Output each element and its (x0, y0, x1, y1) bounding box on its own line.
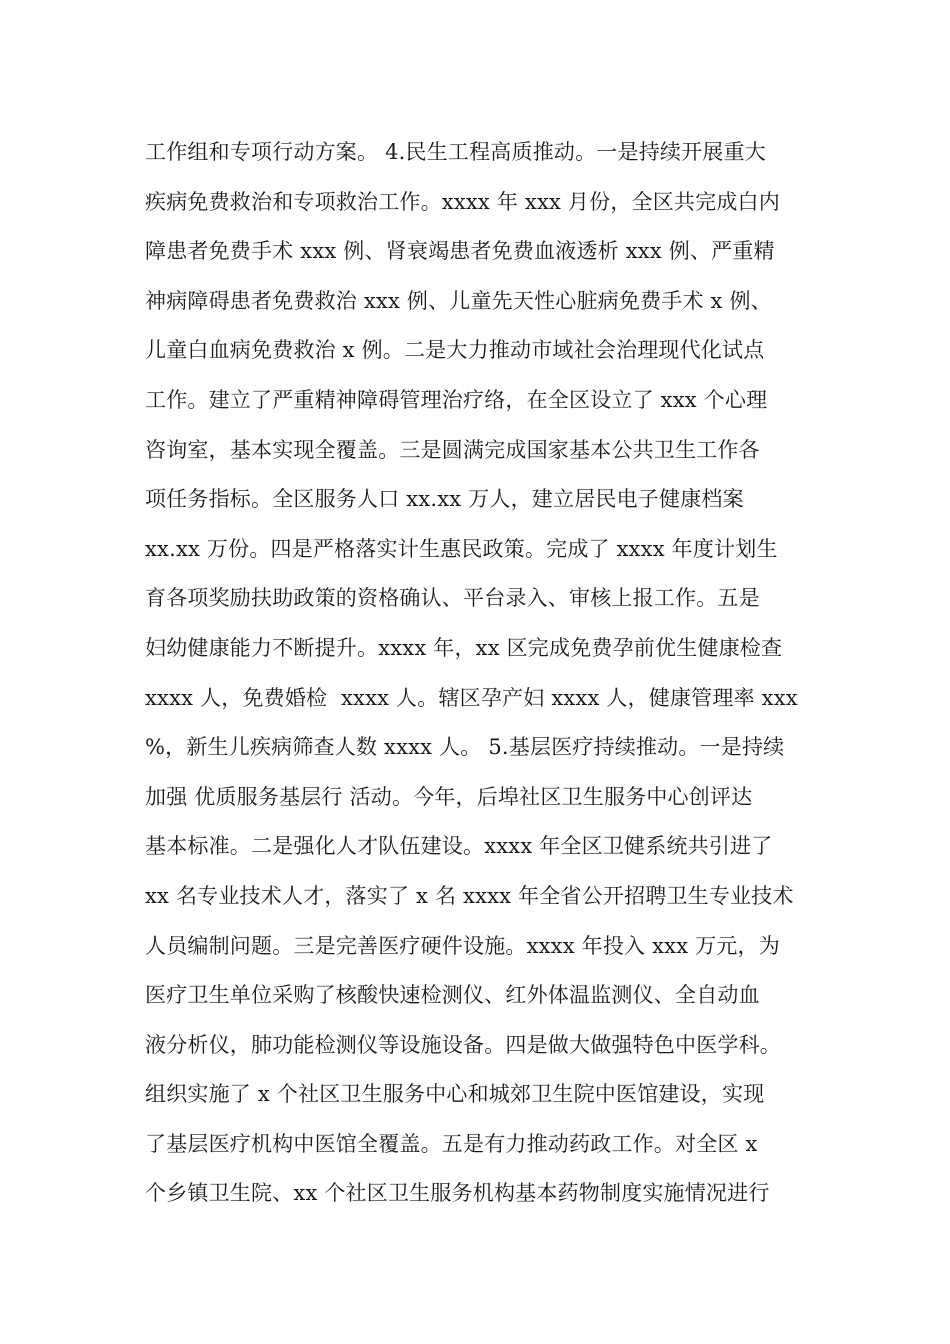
text-line: 育各项奖励扶助政策的资格确认、平台录入、审核上报工作。五是 (145, 586, 760, 611)
text-line: 个乡镇卫生院、xx 个社区卫生服务机构基本药物制度实施情况进行 (145, 1181, 770, 1206)
text-line: 了基层医疗机构中医馆全覆盖。五是有力推动药政工作。对全区 x (145, 1131, 758, 1156)
text-line: 工作组和专项行动方案。 4.民生工程高质推动。一是持续开展重大 (145, 140, 766, 164)
text-line: 疾病免费救治和专项救治工作。xxxx 年 xxx 月份，全区共完成白内 (145, 189, 780, 214)
text-line: %，新生儿疾病筛查人数 xxxx 人。 5.基层医疗持续推动。一是持续 (145, 735, 785, 760)
body-text (145, 128, 825, 1219)
text-line: 人员编制问题。三是完善医疗硬件设施。xxxx 年投入 xxx 万元，为 (145, 933, 780, 958)
text-line: 组织实施了 x 个社区卫生服务中心和城郊卫生院中医馆建设，实现 (145, 1082, 765, 1107)
text-line: 妇幼健康能力不断提升。xxxx 年，xx 区完成免费孕前优生健康检查 (145, 635, 783, 660)
text-line: 液分析仪，肺功能检测仪等设施设备。四是做大做强特色中医学科。 (145, 1032, 781, 1057)
text-line: xx 名专业技术人才，落实了 x 名 xxxx 年全省公开招聘卫生专业技术 (145, 883, 794, 908)
text-line: 加强 优质服务基层行 活动。今年，后埠社区卫生服务中心创评达 (145, 784, 753, 809)
text-line: 儿童白血病免费救治 x 例。二是大力推动市域社会治理现代化试点 (145, 338, 765, 363)
text-line: 咨询室，基本实现全覆盖。三是圆满完成国家基本公共卫生工作各 (145, 437, 760, 462)
text-line: 工作。建立了严重精神障碍管理治疗络，在全区设立了 xxx 个心理 (145, 387, 768, 412)
text-line: 障患者免费手术 xxx 例、肾衰竭患者免费血液透析 xxx 例、严重精 (145, 239, 775, 264)
text-line: 项任务指标。全区服务人口 xx.xx 万人，建立居民电子健康档案 (145, 487, 744, 512)
text-line: 基本标准。二是强化人才队伍建设。xxxx 年全区卫健系统共引进了 (145, 834, 773, 859)
text-line: 神病障碍患者免费救治 xxx 例、儿童先天性心脏病免费手术 x 例、 (145, 288, 772, 313)
text-line: xx.xx 万份。四是严格落实计生惠民政策。完成了 xxxx 年度计划生 (145, 536, 778, 561)
text-line: 医疗卫生单位采购了核酸快速检测仪、红外体温监测仪、全自动血 (145, 983, 760, 1008)
text-line: xxxx 人，免费婚检 xxxx 人。辖区孕产妇 xxxx 人，健康管理率 xxx (145, 685, 798, 710)
